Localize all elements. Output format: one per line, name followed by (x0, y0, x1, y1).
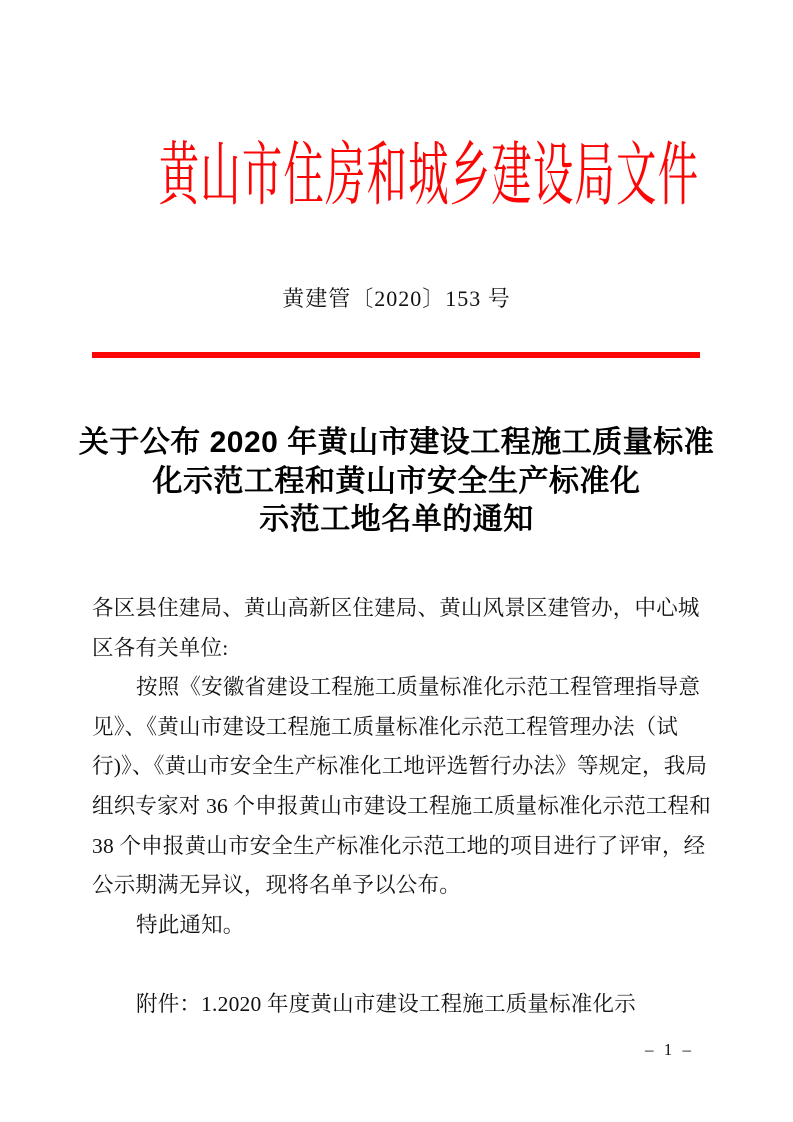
body-line: 按照《安徽省建设工程施工质量标准化示范工程管理指导意 (136, 675, 701, 700)
body-line: 各区县住建局、黄山高新区住建局、黄山风景区建管办，中心城 (92, 596, 700, 620)
body-line (92, 945, 708, 985)
body-line: 特此通知。 (136, 912, 245, 937)
page-number: – 1 – (645, 1040, 694, 1059)
body-line: 38 个申报黄山市安全生产标准化示范工地的项目进行了评审，经 (92, 833, 706, 858)
body-line: 组织专家对 36 个申报黄山市建设工程施工质量标准化示范工程和 (92, 793, 711, 818)
body-line: 见》、《黄山市建设工程施工质量标准化示范工程管理办法（试 (92, 714, 679, 739)
body-line: 行)》、《黄山市安全生产标准化工地评选暂行办法》等规定，我局 (92, 754, 708, 779)
document-title-line-2: 化示范工程和黄山市安全生产标准化 (152, 464, 641, 498)
letterhead-banner (0, 136, 793, 214)
document-title-line-3: 示范工地名单的通知 (259, 503, 534, 536)
document-title (0, 424, 793, 540)
body-text (92, 589, 711, 1025)
red-separator-line (92, 352, 700, 358)
document-title-line-1: 关于公布 2020 年黄山市建设工程施工质量标准 (78, 426, 715, 459)
body-line: 附件：1.2020 年度黄山市建设工程施工质量标准化示 (136, 991, 636, 1016)
body-line: 公示期满无异议，现将名单予以公布。 (92, 873, 461, 898)
body-line: 区各有关单位: (92, 635, 229, 660)
letterhead-title: 黄山市住房和城乡建设局文件 (158, 137, 700, 214)
doc-number: 黄建管〔2020〕153 号 (282, 286, 511, 311)
